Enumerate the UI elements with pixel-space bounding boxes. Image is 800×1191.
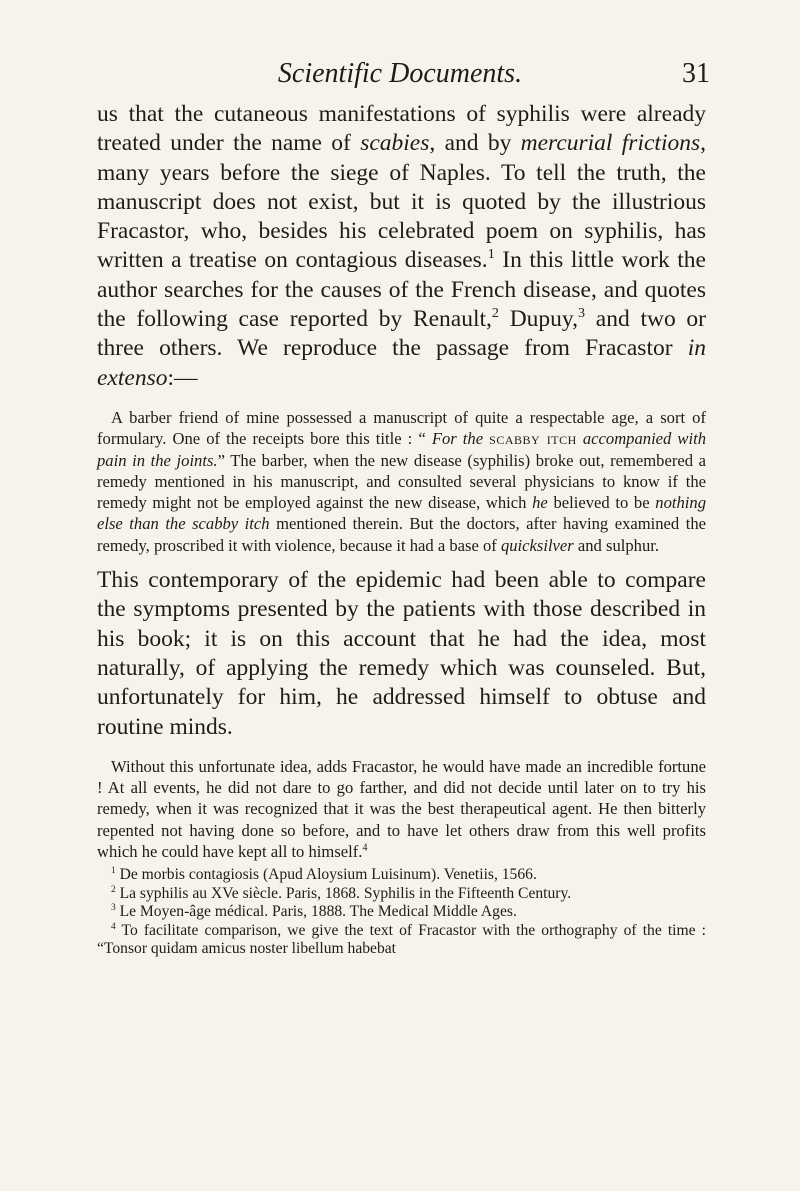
quotation-2 (97, 756, 706, 862)
p1-text-2: , and by (429, 130, 521, 157)
p1-text-6: and two or three others. We reproduce the passage from Fracastor (97, 306, 706, 362)
page-number: 31 (682, 58, 710, 89)
q1-text-1: A barber friend of mine possessed a manuscript of quite a respectable age, a sort of formulary. One of the receipts bore this title : “ (97, 407, 706, 449)
page-header (84, 58, 716, 98)
p1-text-4: In this little work the author searches for the causes of the French disease, and quotes the following case reported by Renault, (97, 247, 706, 333)
footnote-text: De morbis contagiosis (Apud Aloysium Luisinum). Venetiis, 1566. (115, 866, 537, 884)
q1-he: he (532, 493, 548, 513)
paragraph-2: This contemporary of the epidemic had been able to compare the symptoms presented by the patients with those described in his book; it is on this account that he had the idea, most naturally, of applying the remedy which was counseled. But, unfortunately for him, he addressed himself to obtuse and routine minds. (97, 567, 706, 740)
quotation-1 (97, 407, 706, 556)
footnote-text: To facilitate comparison, we give the text of Fracastor with the orthography of the time : “Tonsor quidam amicus noster libellum habebat (97, 921, 706, 957)
p1-text-7: :— (167, 364, 198, 391)
footnote-text: Le Moyen-âge médical. Paris, 1888. The Medical Middle Ages. (115, 903, 517, 921)
p1-text-5: Dupuy, (498, 306, 579, 333)
body-text (97, 100, 706, 958)
term-mercurial-frictions: mercurial frictions (520, 130, 701, 157)
footnote-text: La syphilis au XVe siècle. Paris, 1868. Syphilis in the Fifteenth Century. (115, 884, 572, 902)
p1-text-1: us that the cutaneous manifestations of syphilis were already treated under the name of (97, 101, 706, 157)
footnote-mark: 1 (111, 866, 116, 877)
footnote-ref-3: 3 (578, 305, 586, 322)
footnote-ref-1: 1 (487, 246, 495, 263)
q1-text-3: believed to be (547, 493, 656, 513)
paragraph-1 (97, 100, 706, 393)
footnote-mark: 3 (111, 902, 116, 913)
footnote-2 (97, 885, 706, 903)
footnote-3 (97, 903, 706, 921)
footnote-4 (97, 922, 706, 959)
q1-title-a: For the (431, 429, 484, 449)
footnote-1 (97, 866, 706, 884)
footnote-ref-4: 4 (362, 842, 368, 854)
p1-text-3: , many years before the siege of Naples. To tell the truth, the manuscript does not exist, but it is quoted by the illustrious Fracastor, who, besides his celebrated poem on syphilis, has written a treatise on contagious diseases. (97, 130, 706, 274)
q1-text-2: ” The barber, when the new disease (syphilis) broke out, remembered a remedy mentioned in his manuscript, and consulted several physicians to know if the remedy might not be employed against the new disease, which (97, 450, 706, 513)
q1-text-5: and sulphur. (573, 535, 660, 555)
footnote-mark: 2 (111, 884, 116, 895)
footnote-mark: 4 (111, 921, 116, 932)
q2-text: Without this unfortunate idea, adds Fracastor, he would have made an incredible fortune ! At all events, he did not dare to go farther, and did not decide until later on to try his remedy, when it was recognized that it was the best therapeutical agent. He then bitterly repented not having done so before, and to have let others draw from this well profits which he could have kept all to himself. (97, 756, 706, 862)
footnotes (97, 866, 706, 958)
running-title: Scientific Documents. (277, 58, 523, 89)
q1-nothing-else: nothing else than the scabby itch (97, 493, 706, 534)
q1-quicksilver: quicksilver (500, 535, 574, 555)
q1-title-b: accompanied with pain in the joints. (97, 429, 707, 470)
term-in-extenso: in extenso (97, 335, 706, 391)
term-scabies: scabies (360, 130, 430, 157)
footnote-ref-2: 2 (491, 305, 499, 322)
q1-text-4: mentioned therein. But the doctors, after having examined the remedy, proscribed it with violence, because it had a base of (97, 514, 706, 555)
q1-title-smallcaps: scabby itch (489, 429, 577, 449)
